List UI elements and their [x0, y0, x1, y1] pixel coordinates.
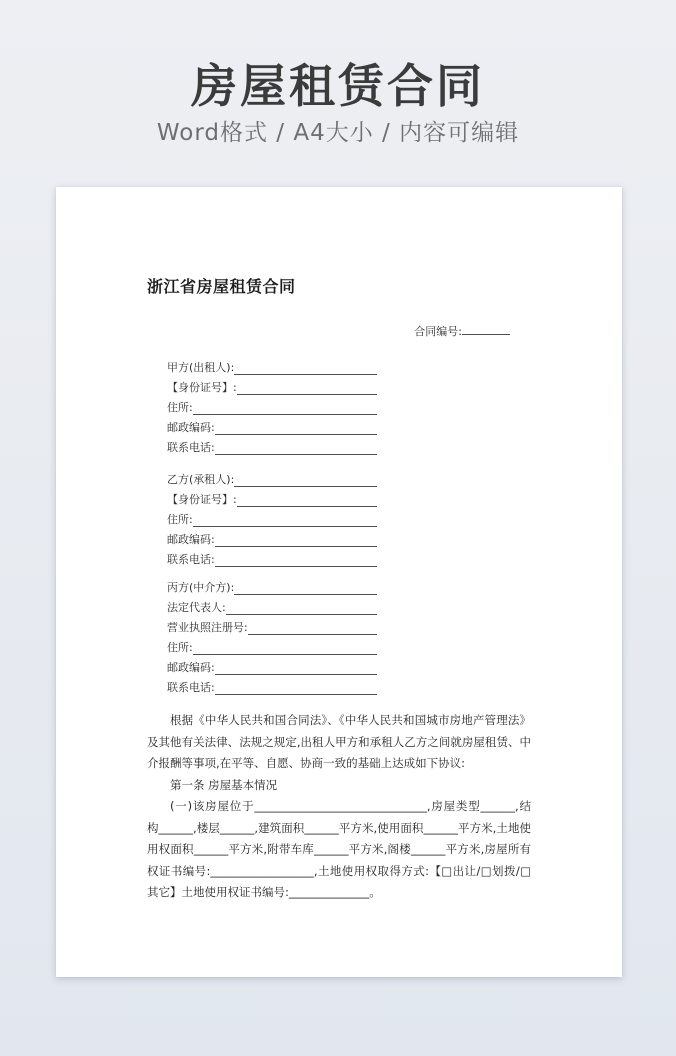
field-blank-line: [215, 438, 377, 455]
field-label: 住所:: [167, 401, 193, 414]
field-label: 【身份证号】:: [167, 381, 237, 394]
field-label: 联系电话:: [167, 681, 215, 694]
field-blank-line: [226, 598, 377, 615]
field-row: [167, 490, 377, 510]
banner-title: 房屋租赁合同: [191, 59, 485, 113]
field-row: [167, 358, 377, 378]
field-blank-line: [215, 678, 377, 695]
banner-subtitle: Word格式 / A4大小 / 内容可编辑: [156, 120, 520, 146]
field-blank-line: [234, 578, 377, 595]
field-row: [167, 618, 377, 638]
field-label: 邮政编码:: [167, 661, 215, 674]
party-c-block: [167, 578, 377, 698]
field-label: 住所:: [167, 641, 193, 654]
party-b-block: [167, 470, 377, 570]
field-row: [167, 550, 377, 570]
field-blank-line: [193, 398, 377, 415]
field-label: 【身份证号】:: [167, 493, 237, 506]
field-label: 联系电话:: [167, 441, 215, 454]
field-blank-line: [193, 510, 377, 527]
field-blank-line: [234, 470, 377, 487]
field-row: [167, 598, 377, 618]
field-label: 邮政编码:: [167, 421, 215, 434]
field-label: 甲方(出租人):: [167, 361, 235, 374]
intro-paragraph: 根据《中华人民共和国合同法》、《中华人民共和国城市房地产管理法》及其他有关法律、法规之规定,出租人甲方和承租人乙方之间就房屋租赁、中介报酬等事项,在平等、自愿、协商一致的基础上达成如下协议:: [147, 713, 531, 770]
field-row: [167, 510, 377, 530]
field-blank-line: [234, 358, 377, 375]
field-row: [167, 530, 377, 550]
field-label: 联系电话:: [167, 553, 215, 566]
contract-number-row: [147, 323, 531, 337]
field-label: 法定代表人:: [167, 601, 226, 614]
field-blank-line: [248, 618, 377, 635]
field-row: [167, 398, 377, 418]
field-blank-line: [193, 638, 377, 655]
field-blank-line: [237, 378, 377, 395]
field-blank-line: [215, 418, 377, 435]
contract-number-blank-line: [462, 323, 510, 335]
field-blank-line: [237, 490, 377, 507]
party-a-block: [167, 358, 377, 458]
document-page: [56, 187, 622, 977]
field-blank-line: [215, 658, 377, 675]
field-row: [167, 658, 377, 678]
field-row: [167, 378, 377, 398]
field-label: 乙方(承租人):: [167, 473, 235, 486]
field-row: [167, 470, 377, 490]
field-row: [167, 678, 377, 698]
doc-title: 浙江省房屋租赁合同: [147, 277, 296, 296]
banner: [0, 0, 676, 146]
document-content: [56, 187, 622, 977]
field-label: 营业执照注册号:: [167, 621, 248, 634]
contract-body: [147, 710, 531, 904]
field-label: 住所:: [167, 513, 193, 526]
clause-one-body: (一)该房屋位于______________________________,房屋类型______,结构______,楼层______,建筑面积______平方米,使用面积______平方米,土地使用权面积______平方米,附带车库______平方米,阁楼______平方米,房屋所有权证书编号:__________________,土地使用权取得方式:【□出让/□划拨/□其它】土地使用权证书编号:______________。: [147, 799, 531, 899]
field-row: [167, 578, 377, 598]
field-row: [167, 438, 377, 458]
field-row: [167, 638, 377, 658]
field-label: 邮政编码:: [167, 533, 215, 546]
field-blank-line: [215, 530, 377, 547]
contract-number-label: 合同编号:: [414, 325, 462, 338]
field-row: [167, 418, 377, 438]
clause-one-title: 第一条 房屋基本情况: [170, 777, 278, 792]
field-label: 丙方(中介方):: [167, 581, 235, 594]
field-blank-line: [215, 550, 377, 567]
